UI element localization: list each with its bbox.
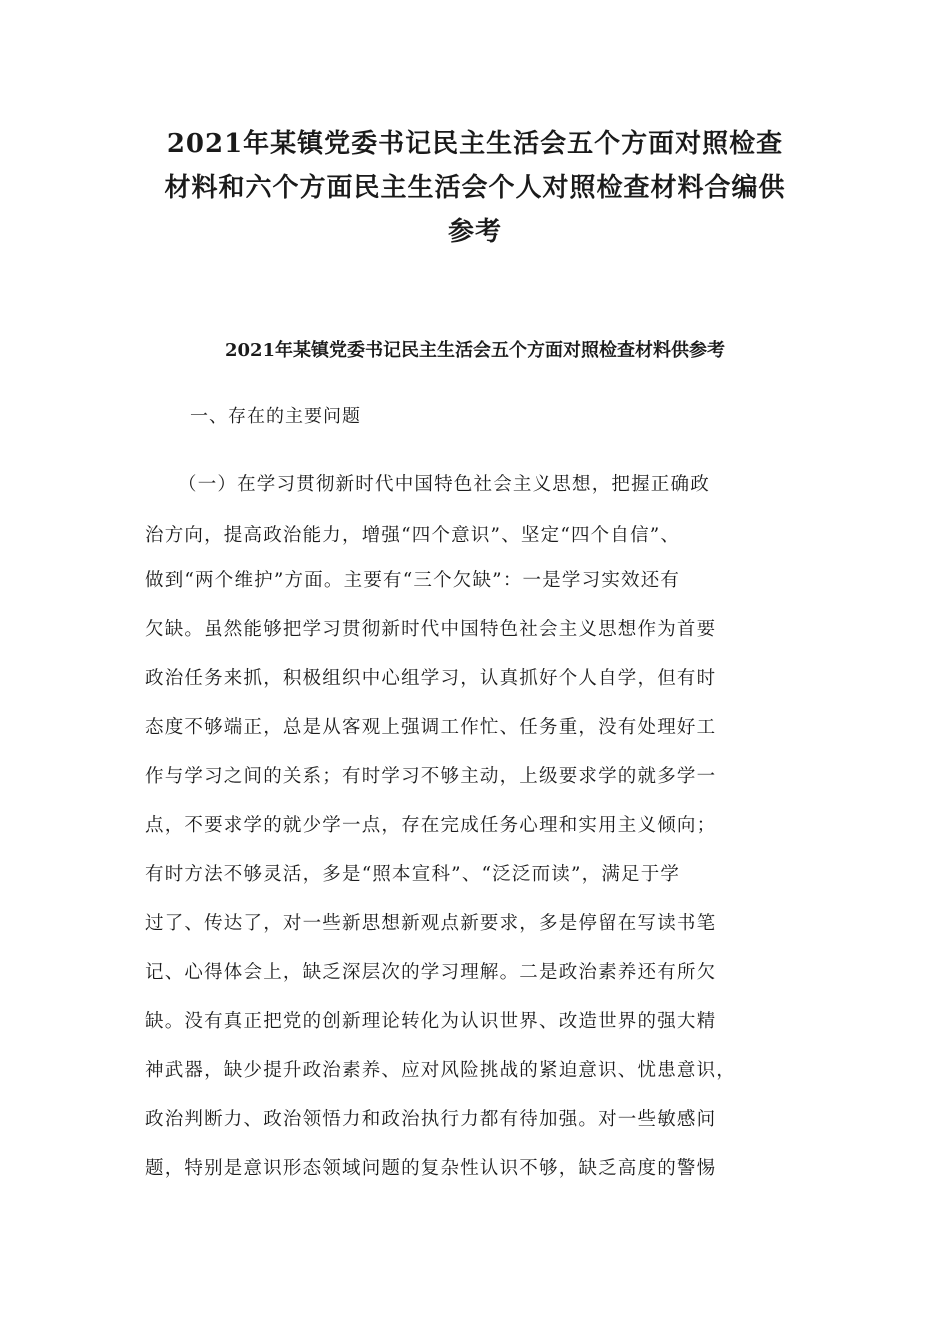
title-line: 2021年某镇党委书记民主生活会五个方面对照检查 (166, 129, 784, 159)
paragraph-line: 作与学习之间的关系；有时学习不够主动，上级要求学的就多学一 (145, 766, 717, 787)
paragraph-line: 记、心得体会上，缺乏深层次的学习理解。二是政治素养还有所欠 (145, 962, 717, 983)
document-subtitle: 2021年某镇党委书记民主生活会五个方面对照检查材料供参考 (224, 340, 726, 361)
paragraph-line: 缺。没有真正把党的创新理论转化为认识世界、改造世界的强大精 (145, 1011, 717, 1032)
paragraph-line: 神武器，缺少提升政治素养、应对风险挑战的紧迫意识、忧患意识， (145, 1060, 737, 1081)
paragraph-line: 治方向，提高政治能力，增强“四个意识”、坚定“四个自信”、 (145, 525, 681, 546)
title-line: 材料和六个方面民主生活会个人对照检查材料合编供 (164, 173, 786, 203)
paragraph-line: 有时方法不够灵活，多是“照本宣科”、“泛泛而读”，满足于学 (145, 864, 681, 885)
document-title (140, 122, 810, 254)
paragraph-line: 态度不够端正，总是从客观上强调工作忙、任务重，没有处理好工 (145, 717, 717, 738)
paragraph-line: 政治判断力、政治领悟力和政治执行力都有待加强。对一些敏感问 (145, 1109, 717, 1130)
paragraph-line: （一）在学习贯彻新时代中国特色社会主义思想，把握正确政 (178, 474, 710, 495)
paragraph-line: 做到“两个维护”方面。主要有“三个欠缺”：一是学习实效还有 (145, 570, 681, 591)
section-heading: 一、存在的主要问题 (190, 406, 361, 427)
paragraph-line: 过了、传达了，对一些新思想新观点新要求，多是停留在写读书笔 (145, 913, 717, 934)
title-line: 参考 (447, 217, 502, 247)
paragraph-line: 题，特别是意识形态领域问题的复杂性认识不够，缺乏高度的警惕 (145, 1158, 717, 1179)
paragraph-line: 欠缺。虽然能够把学习贯彻新时代中国特色社会主义思想作为首要 (145, 619, 717, 640)
paragraph-line: 政治任务来抓，积极组织中心组学习，认真抓好个人自学，但有时 (145, 668, 717, 689)
paragraph-line: 点，不要求学的就少学一点，存在完成任务心理和实用主义倾向； (145, 815, 717, 836)
